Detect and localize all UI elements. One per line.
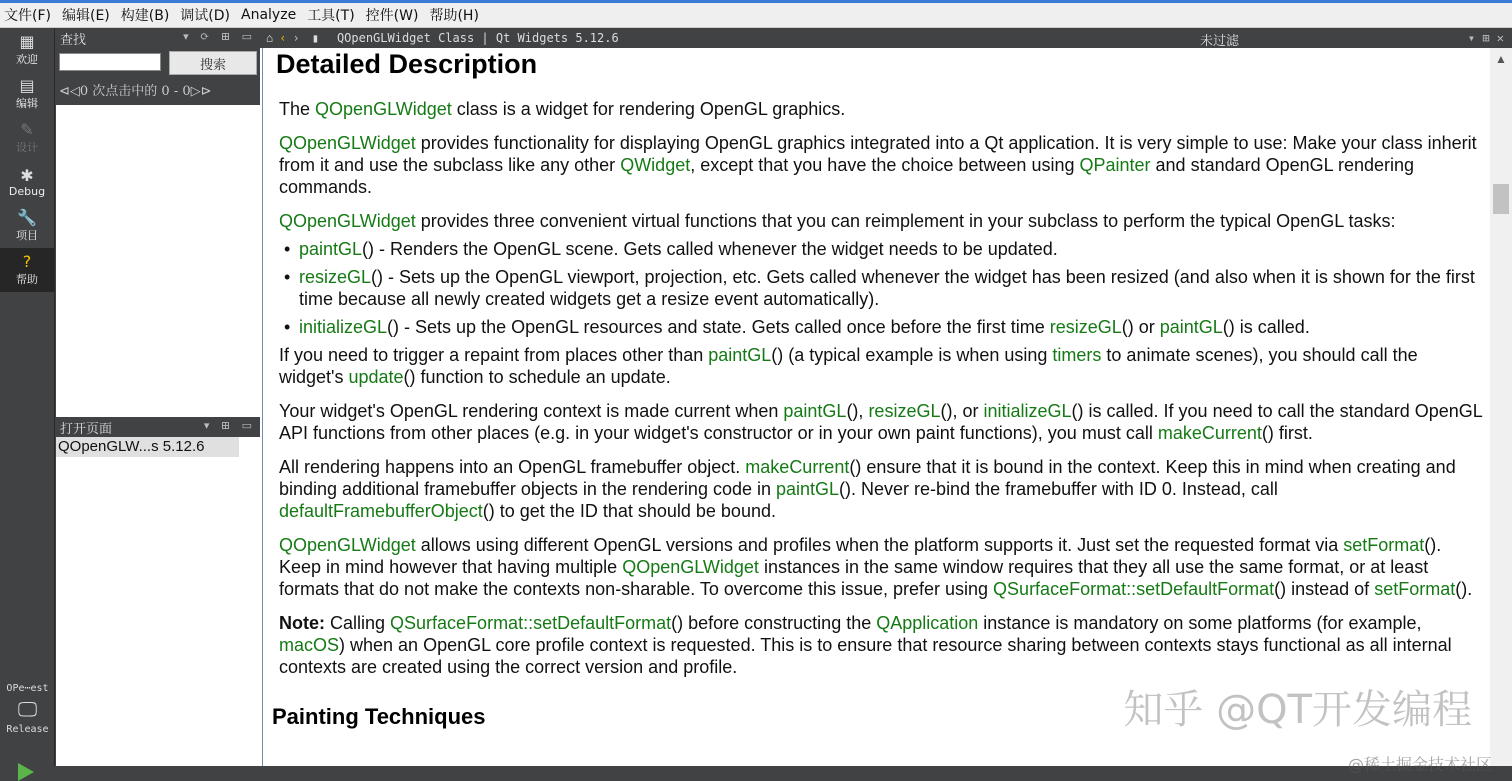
note-label: Note:: [279, 613, 325, 633]
bullet-item: [279, 238, 1484, 260]
section-heading: Detailed Description: [276, 49, 538, 79]
search-button[interactable]: 搜索: [169, 51, 257, 75]
doc-text: (), or: [940, 401, 984, 421]
doc-link[interactable]: makeCurrent: [745, 457, 850, 477]
mode-label: 项目: [16, 229, 38, 242]
search-panel-title: 查找: [60, 32, 87, 48]
nav-buttons[interactable]: ⌂‹›: [266, 31, 306, 45]
doc-link[interactable]: paintGL: [776, 479, 840, 499]
mode-selector: [0, 28, 55, 766]
doc-link[interactable]: makeCurrent: [1157, 423, 1262, 443]
doc-link[interactable]: initializeGL: [983, 401, 1072, 421]
doc-text: (). Keep in mind however that having multiple: [279, 535, 1442, 577]
doc-text: () first.: [1261, 423, 1313, 443]
split-close-icons[interactable]: ▾ ⊞ ✕: [1467, 31, 1504, 45]
open-pages-header: [56, 417, 260, 437]
doc-link[interactable]: paintGL: [708, 345, 772, 365]
doc-text: ().: [1455, 579, 1473, 599]
doc-text: to animate scenes), you should call the widget's: [279, 345, 1418, 387]
doc-link[interactable]: QOpenGLWidget: [315, 99, 452, 119]
doc-link[interactable]: setFormat: [1374, 579, 1456, 599]
doc-text: () function to schedule an update.: [403, 367, 671, 387]
vertical-scrollbar[interactable]: [1490, 48, 1512, 766]
doc-text: If you need to trigger a repaint from places other than: [279, 345, 709, 365]
kit-selector[interactable]: [0, 683, 55, 735]
doc-link[interactable]: QApplication: [876, 613, 979, 633]
paragraph: [279, 344, 1484, 388]
doc-link[interactable]: timers: [1052, 345, 1102, 365]
doc-link[interactable]: QWidget: [620, 155, 691, 175]
mode-4[interactable]: [0, 204, 54, 248]
doc-link[interactable]: QOpenGLWidget: [279, 133, 416, 153]
doc-text: () (a typical example is when using: [771, 345, 1053, 365]
menu-item[interactable]: 控件(W): [365, 8, 419, 24]
paragraph: [279, 400, 1484, 444]
doc-text: (),: [846, 401, 869, 421]
watermark-secondary: @稀土掘金技术社区: [1347, 755, 1492, 774]
doc-link[interactable]: paintGL: [1159, 317, 1223, 337]
doc-text: The: [279, 99, 316, 119]
mode-label: 编辑: [16, 97, 38, 110]
mode-icon: ✎: [20, 120, 34, 139]
doc-text: allows using different OpenGL versions and profiles when the platform supports it. Just set the requested format via: [415, 535, 1344, 555]
bullet-item: [279, 266, 1484, 310]
doc-text: provides three convenient virtual functions that you can reimplement in your subclass to perform the typical OpenGL tasks:: [415, 211, 1396, 231]
mode-1[interactable]: [0, 72, 54, 116]
filter-select[interactable]: 未过滤: [1200, 34, 1240, 49]
doc-text: () is called.: [1222, 317, 1310, 337]
menu-item[interactable]: 编辑(E): [61, 8, 110, 24]
mode-0[interactable]: [0, 28, 54, 72]
open-pages-title: 打开页面: [60, 421, 113, 437]
paragraph: [279, 132, 1484, 198]
doc-link[interactable]: QOpenGLWidget: [279, 535, 416, 555]
doc-link[interactable]: paintGL: [783, 401, 847, 421]
doc-text: () is called. If you need to call the standard OpenGL API functions from other places (e.g. in your widget's constructor or in your own paint functions), you must call: [279, 401, 1483, 443]
doc-link[interactable]: QSurfaceFormat::setDefaultFormat: [390, 613, 672, 633]
doc-link[interactable]: setFormat: [1343, 535, 1425, 555]
doc-text: () before constructing the: [671, 613, 877, 633]
doc-link[interactable]: QPainter: [1079, 155, 1151, 175]
mode-icon: 🔧: [17, 208, 37, 227]
menu-item[interactable]: 构建(B): [120, 8, 170, 24]
search-results: [56, 105, 260, 417]
doc-text: Your widget's OpenGL rendering context is made current when: [279, 401, 784, 421]
doc-text: All rendering happens into an OpenGL framebuffer object.: [279, 457, 746, 477]
doc-link[interactable]: paintGL: [299, 239, 363, 259]
open-pages-list: [56, 437, 260, 766]
doc-text: () - Renders the OpenGL scene. Gets called whenever the widget needs to be updated.: [362, 239, 1058, 259]
doc-link[interactable]: QOpenGLWidget: [622, 557, 759, 577]
mode-label: 帮助: [16, 273, 38, 286]
build-config: Release: [6, 724, 49, 735]
paragraph: [279, 612, 1484, 678]
mode-icon: ?: [22, 252, 32, 271]
scroll-thumb[interactable]: [1493, 184, 1509, 214]
doc-text: and standard OpenGL rendering commands.: [279, 155, 1415, 197]
doc-text: (). Never re-bind the framebuffer with ID 0. Instead, call: [839, 479, 1278, 499]
menu-bar: [0, 3, 1512, 28]
doc-link[interactable]: resizeGL: [868, 401, 941, 421]
paragraph: [279, 210, 1484, 232]
doc-text: () - Sets up the OpenGL resources and state. Gets called once before the first time: [387, 317, 1050, 337]
document-content: [262, 48, 1490, 766]
mode-3[interactable]: [0, 160, 54, 204]
help-browser: [260, 28, 1512, 774]
doc-text: () or: [1121, 317, 1160, 337]
menu-item[interactable]: Analyze: [241, 7, 297, 23]
doc-link[interactable]: update: [348, 367, 404, 387]
open-page-item[interactable]: QOpenGLW...s 5.12.6: [56, 437, 239, 457]
doc-link[interactable]: QOpenGLWidget: [279, 211, 416, 231]
paragraph: [279, 456, 1484, 522]
doc-link[interactable]: macOS: [279, 635, 340, 655]
doc-text: () instead of: [1274, 579, 1375, 599]
section-subheading: Painting Techniques: [272, 704, 486, 729]
search-input[interactable]: [59, 53, 161, 71]
scroll-up-icon[interactable]: ▲: [1495, 52, 1507, 66]
watermark: 知乎 @QT开发编程: [1123, 687, 1472, 733]
doc-text: Calling: [325, 613, 391, 633]
doc-text: class is a widget for rendering OpenGL graphics.: [451, 99, 846, 119]
menu-item[interactable]: 工具(T): [307, 8, 355, 24]
mode-2[interactable]: [0, 116, 54, 160]
sidebar: [56, 28, 260, 766]
mode-icon: ✱: [20, 165, 34, 185]
project-name: OPe⋯est: [6, 683, 49, 694]
menu-item[interactable]: 帮助(H): [429, 8, 479, 24]
document-title[interactable]: QOpenGLWidget Class | Qt Widgets 5.12.6: [336, 31, 619, 45]
mode-label: 欢迎: [16, 53, 38, 66]
doc-text: provides functionality for displaying OpenGL graphics integrated into a Qt application. It is very simple to use: Make your class inherit from it and use the subclass like any other: [279, 133, 1477, 175]
doc-link[interactable]: defaultFramebufferObject: [279, 501, 483, 521]
panel-tools[interactable]: ▾ ⊞ ▭: [203, 419, 256, 432]
doc-text: , except that you have the choice between using: [690, 155, 1080, 175]
mode-icon: ▤: [19, 76, 35, 95]
bullet-item: [279, 316, 1484, 338]
mode-label: Debug: [8, 184, 46, 198]
doc-link[interactable]: QSurfaceFormat::setDefaultFormat: [993, 579, 1275, 599]
mode-icon: ▦: [19, 32, 35, 51]
doc-text: instance is mandatory on some platforms (for example,: [978, 613, 1422, 633]
paragraph: [279, 98, 1484, 120]
mode-label: 设计: [16, 141, 38, 154]
menu-item[interactable]: 文件(F): [4, 8, 51, 24]
doc-text: () - Sets up the OpenGL viewport, projection, etc. Gets called whenever the widget has been resized (and also when it is shown for the first time because all newly created widgets get a resize event automatically).: [299, 267, 1475, 309]
help-toolbar: [260, 28, 1512, 48]
doc-link[interactable]: resizeGL: [1049, 317, 1122, 337]
search-hits: ⊲◁0 次点击中的 0 - 0▷⊳: [59, 84, 212, 99]
bookmark-icon[interactable]: ▮: [311, 31, 319, 45]
doc-link[interactable]: initializeGL: [299, 317, 388, 337]
doc-text: () ensure that it is bound in the context. Keep this in mind when creating and binding additional framebuffer objects in the rendering code in: [279, 457, 1456, 499]
paragraph: [279, 534, 1484, 600]
doc-text: ) when an OpenGL core profile context is requested. This is to ensure that resource sharing between contexts stays functional as all internal contexts are created using the correct version and profile.: [279, 635, 1452, 677]
panel-tools[interactable]: ▾ ⟳ ⊞ ▭: [183, 30, 256, 43]
monitor-icon: 🖵: [17, 697, 38, 721]
doc-link[interactable]: resizeGL: [299, 267, 372, 287]
doc-text: instances in the same window requires that they all use the same format, or at least formats that do not make the contexts non-sharable. To overcome this issue, prefer using: [279, 557, 1429, 599]
mode-5[interactable]: [0, 248, 54, 292]
doc-text: () to get the ID that should be bound.: [482, 501, 776, 521]
search-panel-header: [56, 28, 260, 48]
menu-item[interactable]: 调试(D): [180, 8, 231, 24]
